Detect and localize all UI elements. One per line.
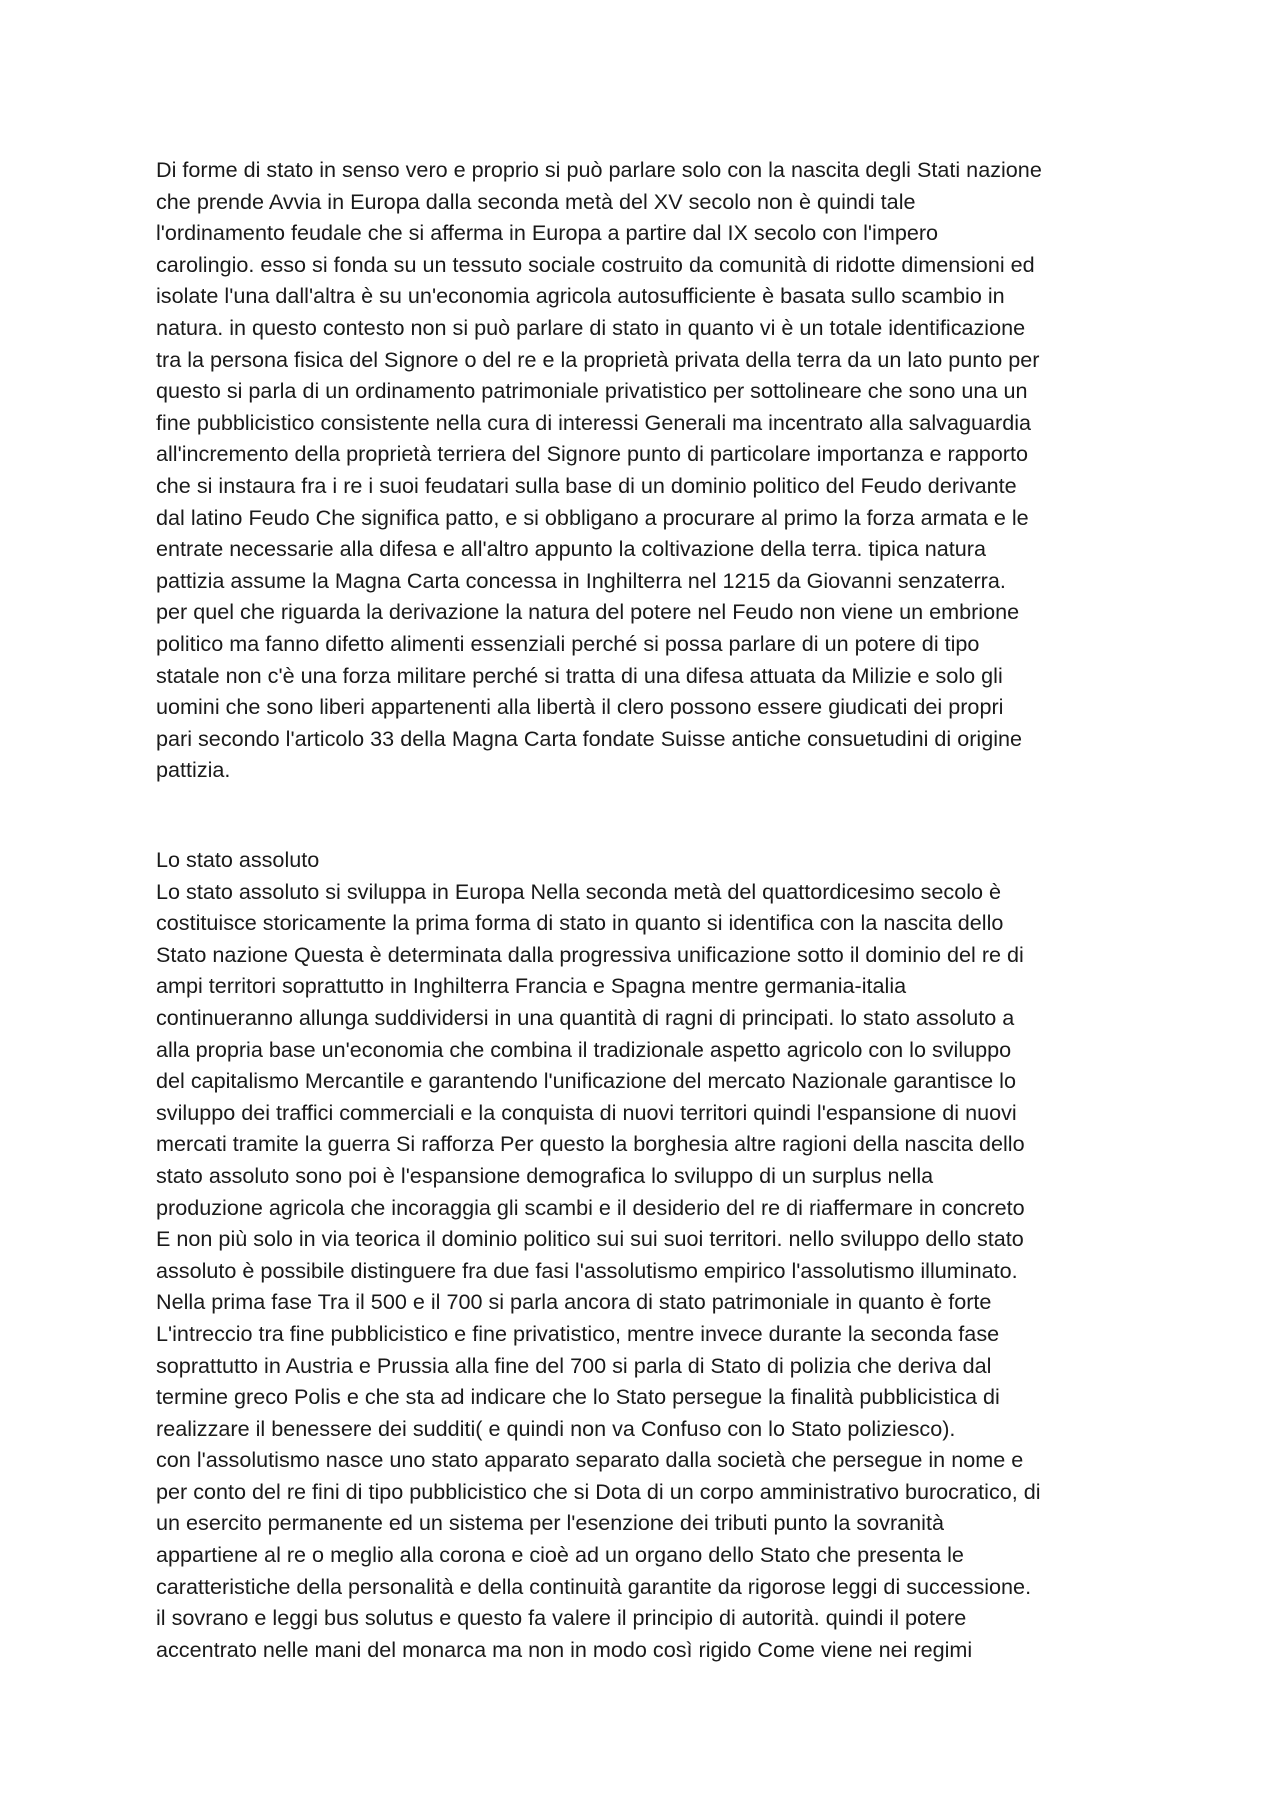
text-line: costituisce storicamente la prima forma di stato in quanto si identifica con la nascita dello bbox=[156, 910, 1004, 936]
text-line: assoluto è possibile distinguere fra due fasi l'assolutismo empirico l'assolutismo illuminato. bbox=[156, 1257, 1018, 1283]
text-line: produzione agricola che incoraggia gli scambi e il desiderio del re di riaffermare in concreto bbox=[156, 1194, 1025, 1220]
text-line: realizzare il benessere dei sudditi( e quindi non va Confuso con lo Stato poliziesco). bbox=[156, 1415, 956, 1441]
text-line: fine pubblicistico consistente nella cura di interessi Generali ma incentrato alla salvaguardia bbox=[156, 409, 1032, 435]
text-line: con l'assolutismo nasce uno stato apparato separato dalla società che persegue in nome e bbox=[156, 1447, 1024, 1473]
text-line: entrate necessarie alla difesa e all'altro appunto la coltivazione della terra. tipica natura bbox=[156, 536, 986, 562]
text-line: che prende Avvia in Europa dalla seconda metà del XV secolo non è quindi tale bbox=[156, 188, 916, 214]
text-line: del capitalismo Mercantile e garantendo l'unificazione del mercato Nazionale garantisce lo bbox=[156, 1068, 1016, 1094]
text-line: carolingio. esso si fonda su un tessuto sociale costruito da comunità di ridotte dimensioni ed bbox=[156, 251, 1035, 277]
text-line: Stato nazione Questa è determinata dalla progressiva unificazione sotto il dominio del re di bbox=[156, 941, 1024, 967]
paragraph-feudal-order bbox=[156, 154, 1136, 786]
text-line: tra la persona fisica del Signore o del re e la proprietà privata della terra da un lato punto per bbox=[156, 346, 1040, 372]
text-line: pari secondo l'articolo 33 della Magna Carta fondate Suisse antiche consuetudini di origine bbox=[156, 725, 1023, 751]
text-line: statale non c'è una forza militare perché si tratta di una difesa attuata da Milizie e solo gli bbox=[156, 662, 1003, 688]
text-line: sviluppo dei traffici commerciali e la conquista di nuovi territori quindi l'espansione di nuovi bbox=[156, 1099, 1017, 1125]
text-line: caratteristiche della personalità e della continuità garantite da rigorose leggi di successione. bbox=[156, 1573, 1032, 1599]
text-line: stato assoluto sono poi è l'espansione demografica lo sviluppo di un surplus nella bbox=[156, 1162, 934, 1188]
text-line: per conto del re fini di tipo pubblicistico che si Dota di un corpo amministrativo burocratico, di bbox=[156, 1478, 1041, 1504]
text-line: mercati tramite la guerra Si rafforza Per questo la borghesia altre ragioni della nascita dello bbox=[156, 1131, 1025, 1157]
text-line: un esercito permanente ed un sistema per l'esenzione dei tributi punto la sovranità bbox=[156, 1510, 944, 1536]
section-heading: Lo stato assoluto bbox=[156, 847, 320, 872]
text-line: Nella prima fase Tra il 500 e il 700 si parla ancora di stato patrimoniale in quanto è forte bbox=[156, 1289, 992, 1315]
text-line: pattizia. bbox=[156, 757, 231, 783]
text-line: pattizia assume la Magna Carta concessa in Inghilterra nel 1215 da Giovanni senzaterra. bbox=[156, 567, 1006, 593]
text-line: all'incremento della proprietà terriera del Signore punto di particolare importanza e rapporto bbox=[156, 441, 1028, 467]
text-line: natura. in questo contesto non si può parlare di stato in quanto vi è un totale identificazione bbox=[156, 314, 1026, 340]
text-line: isolate l'una dall'altra è su un'economia agricola autosufficiente è basata sullo scambio in bbox=[156, 283, 1005, 309]
text-line: ampi territori soprattutto in Inghilterra Francia e Spagna mentre germania-italia bbox=[156, 973, 907, 999]
text-line: accentrato nelle mani del monarca ma non in modo così rigido Come viene nei regimi bbox=[156, 1636, 973, 1662]
text-line: termine greco Polis e che sta ad indicare che lo Stato persegue la finalità pubblicistica di bbox=[156, 1384, 1000, 1410]
text-line: il sovrano e leggi bus solutus e questo fa valere il principio di autorità. quindi il potere bbox=[156, 1605, 967, 1631]
text-line: alla propria base un'economia che combina il tradizionale aspetto agricolo con lo sviluppo bbox=[156, 1036, 1012, 1062]
text-line: per quel che riguarda la derivazione la natura del potere nel Feudo non viene un embrione bbox=[156, 599, 1020, 625]
text-line: dal latino Feudo Che significa patto, e si obbligano a procurare al primo la forza armata e le bbox=[156, 504, 1029, 530]
text-line: E non più solo in via teorica il dominio politico sui sui suoi territori. nello sviluppo dello stato bbox=[156, 1226, 1024, 1252]
text-line: L'intreccio tra fine pubblicistico e fine privatistico, mentre invece durante la seconda fase bbox=[156, 1320, 1000, 1346]
text-line: che si instaura fra i re i suoi feudatari sulla base di un dominio politico del Feudo derivante bbox=[156, 472, 1017, 498]
text-line: Lo stato assoluto si sviluppa in Europa Nella seconda metà del quattordicesimo secolo è bbox=[156, 878, 1002, 904]
text-line: continueranno allunga suddividersi in una quantità di ragni di principati. lo stato assoluto a bbox=[156, 1004, 1015, 1030]
text-line: appartiene al re o meglio alla corona e cioè ad un organo dello Stato che presenta le bbox=[156, 1542, 964, 1568]
text-line: politico ma fanno difetto alimenti essenziali perché si possa parlare di un potere di tipo bbox=[156, 630, 980, 656]
section-absolute-state bbox=[156, 844, 1136, 1665]
text-line: uomini che sono liberi appartenenti alla libertà il clero possono essere giudicati dei propri bbox=[156, 694, 1004, 720]
text-line: Di forme di stato in senso vero e proprio si può parlare solo con la nascita degli Stati nazione bbox=[156, 157, 1042, 182]
text-line: soprattutto in Austria e Prussia alla fine del 700 si parla di Stato di polizia che deriva dal bbox=[156, 1352, 992, 1378]
text-line: l'ordinamento feudale che si afferma in Europa a partire dal IX secolo con l'impero bbox=[156, 220, 939, 246]
text-line: questo si parla di un ordinamento patrimoniale privatistico per sottolineare che sono una un bbox=[156, 378, 1028, 404]
